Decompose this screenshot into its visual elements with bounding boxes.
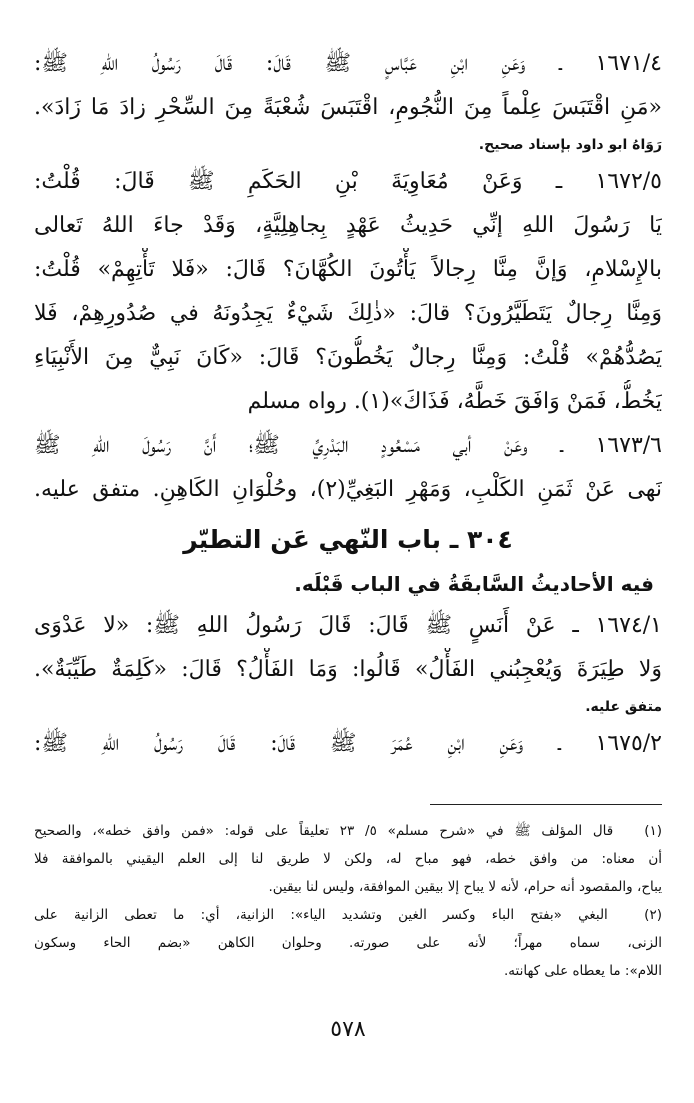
footnote-line [34, 901, 662, 929]
text-line: وَمِنَّا رِجالٌ يَتَطَيَّرُونَ؟ قالَ: «ذٰلِكَ شَيْءٌ يَجِدُونَهُ في صُدُورِهِمْ، فَلا [34, 301, 662, 326]
narration-note: رَوَاهُ ابو داود بإسناد صحيح. [478, 137, 662, 153]
page-number: ٥٧٨ [330, 1017, 366, 1042]
footnote-line [34, 817, 662, 845]
chapter-title: ٣٠٤ ـ باب النّهي عَن التطيّر [183, 525, 513, 554]
text-line: ١٦٧٤/١ ـ عَنْ أَنَسٍ ﷺ قَالَ: قَالَ رَسُولُ اللهِ ﷺ: «لا عَدْوَى [34, 613, 662, 638]
footnote-line: اللام»: ما يعطاه على كهانته. [503, 963, 662, 979]
footnotes [34, 817, 662, 985]
text-line: يَا رَسُولَ اللهِ إنِّي حَدِيثُ عَهْدٍ بِجاهِلِيَّةٍ، وَقَدْ جاءَ اللهُ تَعالى [34, 213, 662, 238]
footnote-text: البغي «بفتح الباء وكسر الغين وتشديد الياء»: الزانية، أي: ما تعطى الزانية على [34, 907, 608, 923]
chapter-subtitle: فيه الأحاديثُ السَّابقَةُ في الباب قَبْلَه. [294, 572, 654, 596]
footnote-label: (٢) [644, 907, 662, 923]
narration-note: متفق عليه. [585, 699, 662, 715]
text-line: ١٦٧٣/٦ ـ وعَنْ أبي مَسْعُودٍ البَدْرِيِّ ﷺ؛ أَنَّ رَسُولَ اللهِ ﷺ [34, 433, 662, 458]
text-line: نَهى عَنْ ثَمَنِ الكَلْبِ، وَمَهْرِ البَغِيِّ(٢)، وحُلْوَانِ الكَاهِنِ. متفق عليه. [34, 477, 662, 502]
text-line: بالإِسْلامِ، وَإنَّ مِنَّا رِجالاً يَأْتُونَ الكُهَّانَ؟ قَالَ: «فَلا تَأْتِهِمْ» قُلْتُ: [34, 257, 662, 282]
footnote-line: الزنى، سماه مهراً؛ لأنه على صورته. وحلوان الكاهن «بضم الحاء وسكون [34, 935, 662, 951]
hadith-1675 [34, 722, 662, 766]
footnote-label: (١) [644, 823, 662, 839]
hadith-1674 [34, 604, 662, 722]
text-line: وَلا طِيَرَةَ وَيُعْجِبُني الفَأْلُ» قَالُوا: وَمَا الفَأْلُ؟ قَالَ: «كَلِمَةٌ طَيِّبَةٌ». [34, 657, 662, 682]
footnote-divider [430, 804, 662, 805]
hadith-1672 [34, 160, 662, 424]
text-line: ١٦٧١/٤ ـ وَعَنِ ابْنِ عَبَّاسٍ ﷺ قَالَ: قَالَ رَسُولُ اللهِ ﷺ: [34, 51, 662, 76]
footnote-text: قال المؤلف ﷺ في «شرح مسلم» ٥/ ٢٣ تعليقاً على قوله: «فمن وافق خطه»، والصحيح [34, 823, 614, 839]
hadith-1673 [34, 424, 662, 512]
text-line: ١٦٧٢/٥ ـ وَعَنْ مُعَاوِيَةَ بْنِ الحَكَمِ ﷺ قَالَ: قُلْتُ: [34, 169, 662, 194]
hadith-1671 [34, 42, 662, 160]
text-line: ١٦٧٥/٢ ـ وَعَنِ ابْنِ عُمَرَ ﷺ قَالَ: قَالَ رَسُولُ اللهِ ﷺ: [34, 731, 662, 756]
text-line: يَصُدُّهُمْ» قُلْتُ: وَمِنَّا رِجالٌ يَخُطُّونَ؟ قَالَ: «كَانَ نَبِيٌّ مِنَ الأَنْبِيَاءِ [34, 345, 662, 370]
footnote-line: أن معناه: من وافق خطه، فهو مباح له، ولكن لا طريق لنا إلى العلم اليقيني بالموافقة فلا [34, 851, 662, 867]
text-line: «مَنِ اقْتَبَسَ عِلْماً مِنَ النُّجُومِ، اقْتَبَسَ شُعْبَةً مِنَ السِّحْرِ زادَ مَا زَادَ». [34, 95, 662, 120]
footnote-line: يباح، والمقصود أنه حرام، لأنه لا يباح إلا بيقين الموافقة، وليس لنا بيقين. [268, 879, 662, 895]
text-line: يَخُطُّ، فَمَنْ وَافَقَ خَطَّهُ، فَذَاكَ»(١). رواه مسلم [247, 389, 662, 414]
page-body [34, 42, 662, 1082]
